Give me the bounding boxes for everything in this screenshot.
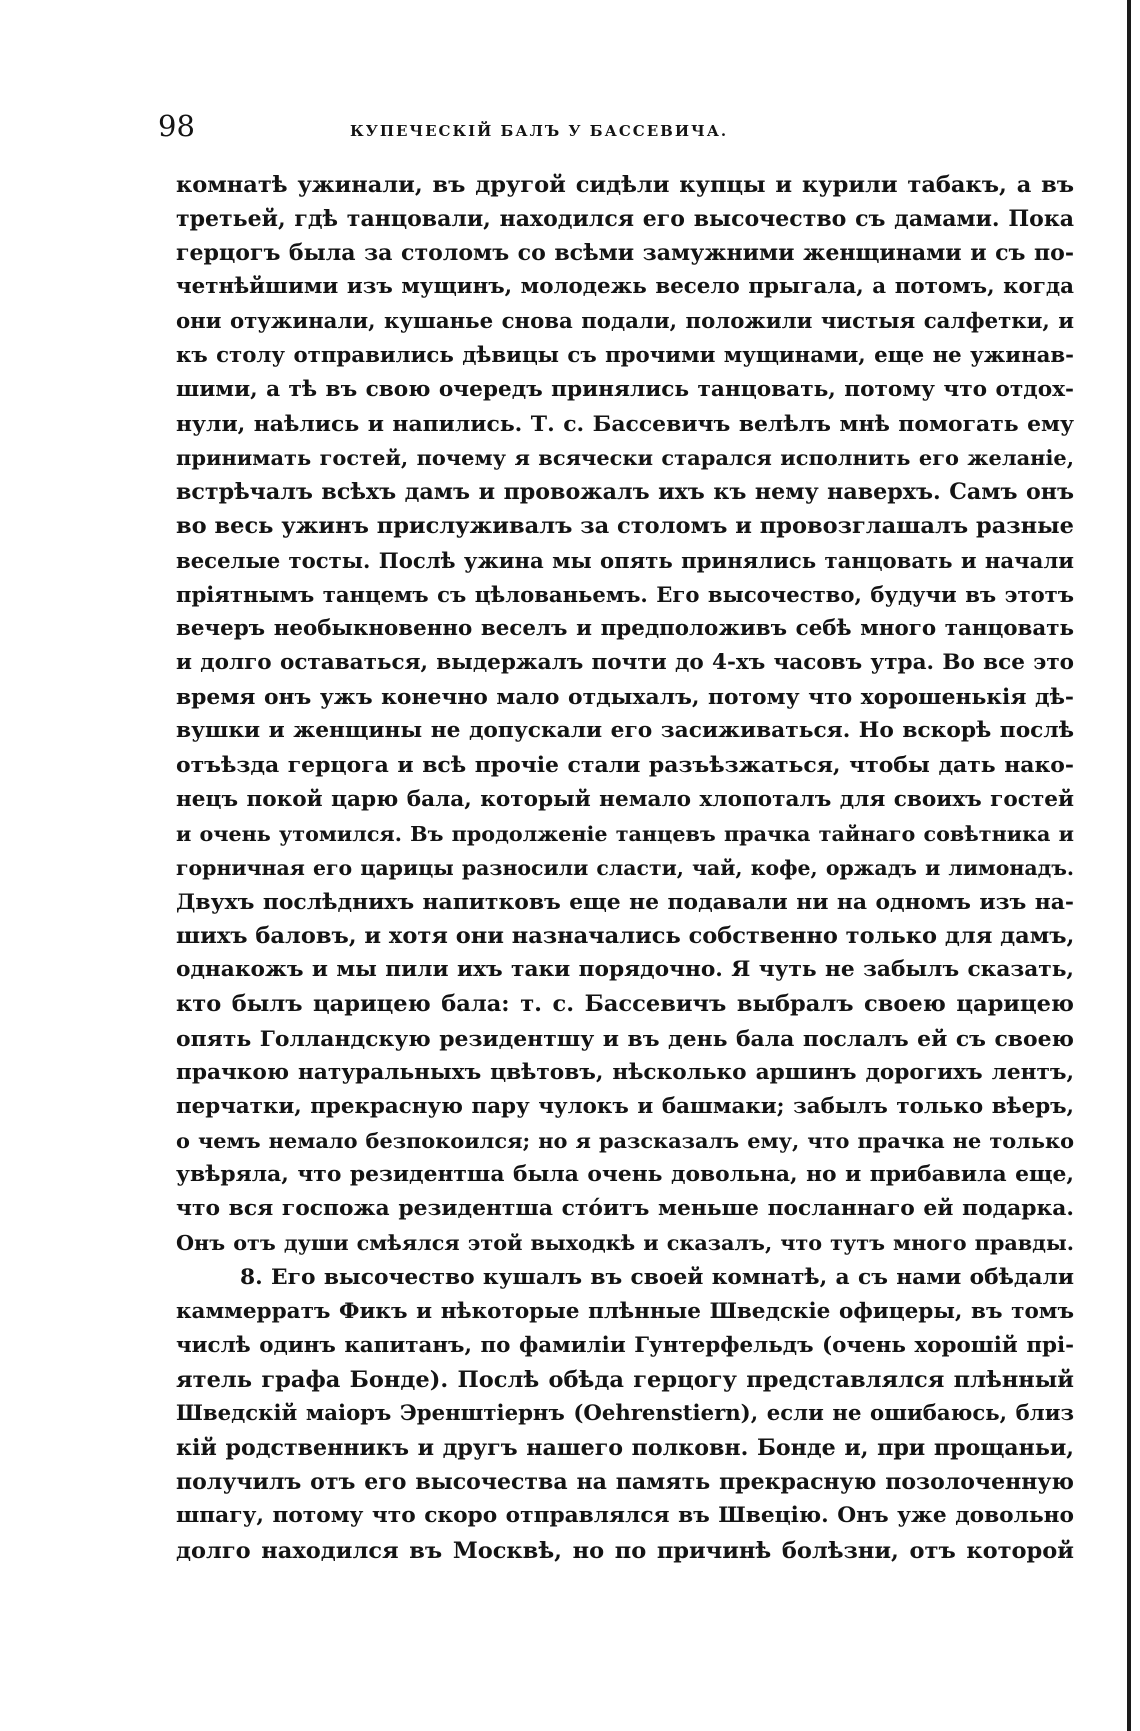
text-line: числѣ одинъ капитанъ, по фамиліи Гунтерфельдъ (очень хорошій прі- bbox=[176, 1332, 1074, 1358]
text-line: вушки и женщины не допускали его засиживаться. Но вскорѣ послѣ bbox=[176, 718, 1074, 744]
text-line: къ столу отправились дѣвицы съ прочими мущинами, еще не ужинав- bbox=[176, 342, 1074, 368]
text-line: шпагу, потому что скоро отправлялся въ Швецію. Онъ уже довольно bbox=[176, 1503, 1074, 1529]
text-line: перчатки, прекрасную пару чулокъ и башмаки; забылъ только вѣеръ, bbox=[176, 1093, 1074, 1119]
text-line: каммерратъ Фикъ и нѣкоторые плѣнные Шведскіе офицеры, въ томъ bbox=[176, 1298, 1074, 1324]
text-line: и долго оставаться, выдержалъ почти до 4-хъ часовъ утра. Во все это bbox=[176, 649, 1074, 675]
text-line: пріятнымъ танцемъ съ цѣлованьемъ. Его высочество, будучи въ этотъ bbox=[176, 581, 1074, 607]
text-line: кто былъ царицею бала: т. с. Бассевичъ выбралъ своею царицею bbox=[176, 991, 1074, 1018]
page-number: 98 bbox=[158, 109, 195, 143]
text-line: герцогъ была за столомъ со всѣми замужними женщинами и съ по- bbox=[176, 240, 1074, 267]
page-edge-line bbox=[1127, 0, 1131, 1731]
running-head: КУПЕЧЕСКІЙ БАЛЪ У БАССЕВИЧА. bbox=[350, 122, 729, 140]
text-line: третьей, гдѣ танцовали, находился его высочество съ дамами. Пока bbox=[176, 206, 1074, 233]
text-line: веселые тосты. Послѣ ужина мы опять принялись танцовать и начали bbox=[176, 547, 1074, 573]
text-line: прачкою натуральныхъ цвѣтовъ, нѣсколько аршинъ дорогихъ лентъ, bbox=[176, 1059, 1074, 1085]
body-text bbox=[176, 168, 1074, 1568]
text-line: отъѣзда герцога и всѣ прочіе стали разъѣзжаться, чтобы дать нако- bbox=[176, 752, 1074, 779]
text-line: Двухъ послѣднихъ напитковъ еще не подавали ни на одномъ изъ на- bbox=[176, 888, 1074, 915]
text-line: они отужинали, кушанье снова подали, положили чистыя салфетки, и bbox=[176, 308, 1074, 334]
text-line: четнѣйшими изъ мущинъ, молодежь весело прыгала, а потомъ, когда bbox=[176, 274, 1074, 300]
text-line: о чемъ немало безпокоился; но я разсказалъ ему, что прачка не только bbox=[176, 1127, 1074, 1153]
text-line: что вся госпожа резидентша стóитъ меньше посланнаго ей подарка. bbox=[176, 1196, 1074, 1222]
text-line: долго находился въ Москвѣ, но по причинѣ болѣзни, отъ которой bbox=[176, 1537, 1074, 1564]
text-line: ятель графа Бонде). Послѣ обѣда герцогу представлялся плѣнный bbox=[176, 1366, 1074, 1393]
text-line: время онъ ужъ конечно мало отдыхалъ, потому что хорошенькія дѣ- bbox=[176, 684, 1074, 711]
text-line: нецъ покой царю бала, который немало хлопоталъ для своихъ гостей bbox=[176, 786, 1074, 812]
text-line: принимать гостей, почему я всячески старался исполнить его желаніе, bbox=[176, 445, 1074, 471]
text-line: кій родственникъ и другъ нашего полковн. Бонде и, при прощаньи, bbox=[176, 1435, 1074, 1462]
text-line: получилъ отъ его высочества на память прекрасную позолоченную bbox=[176, 1469, 1074, 1496]
text-line: шими, а тѣ въ свою очередъ принялись танцовать, потому что отдох- bbox=[176, 376, 1074, 402]
text-line: увѣряла, что резидентша была очень довольна, но и прибавила еще, bbox=[176, 1162, 1074, 1188]
text-line: Шведскій маіоръ Эренштіернъ (Oehrenstiern), если не ошибаюсь, близ bbox=[176, 1401, 1074, 1427]
text-line: Онъ отъ души смѣялся этой выходкѣ и сказалъ, что тутъ много правды. bbox=[176, 1231, 1074, 1256]
text-line: и очень утомился. Въ продолженіе танцевъ прачка тайнаго совѣтника и bbox=[176, 821, 1074, 846]
text-line: во весь ужинъ прислуживалъ за столомъ и провозглашалъ разные bbox=[176, 513, 1074, 540]
paragraph-start-line: 8. Его высочество кушалъ въ своей комнатѣ, а съ нами обѣдали bbox=[240, 1264, 1074, 1290]
text-line: вечеръ необыкновенно веселъ и предположивъ себѣ много танцовать bbox=[176, 615, 1074, 641]
text-line: однакожъ и мы пили ихъ таки порядочно. Я чуть не забылъ сказать, bbox=[176, 957, 1074, 983]
text-line: комнатѣ ужинали, въ другой сидѣли купцы и курили табакъ, а въ bbox=[176, 172, 1074, 198]
text-line: опять Голландскую резидентшу и въ день бала послалъ ей съ своею bbox=[176, 1025, 1074, 1052]
text-line: шихъ баловъ, и хотя они назначались собственно только для дамъ, bbox=[176, 923, 1075, 950]
text-line: нули, наѣлись и напились. Т. с. Бассевичъ велѣлъ мнѣ помогать ему bbox=[176, 410, 1074, 437]
text-line: встрѣчалъ всѣхъ дамъ и провожалъ ихъ къ нему наверхъ. Самъ онъ bbox=[176, 479, 1074, 506]
text-line: горничная его царицы разносили сласти, чай, кофе, оржадъ и лимонадъ. bbox=[176, 855, 1074, 880]
